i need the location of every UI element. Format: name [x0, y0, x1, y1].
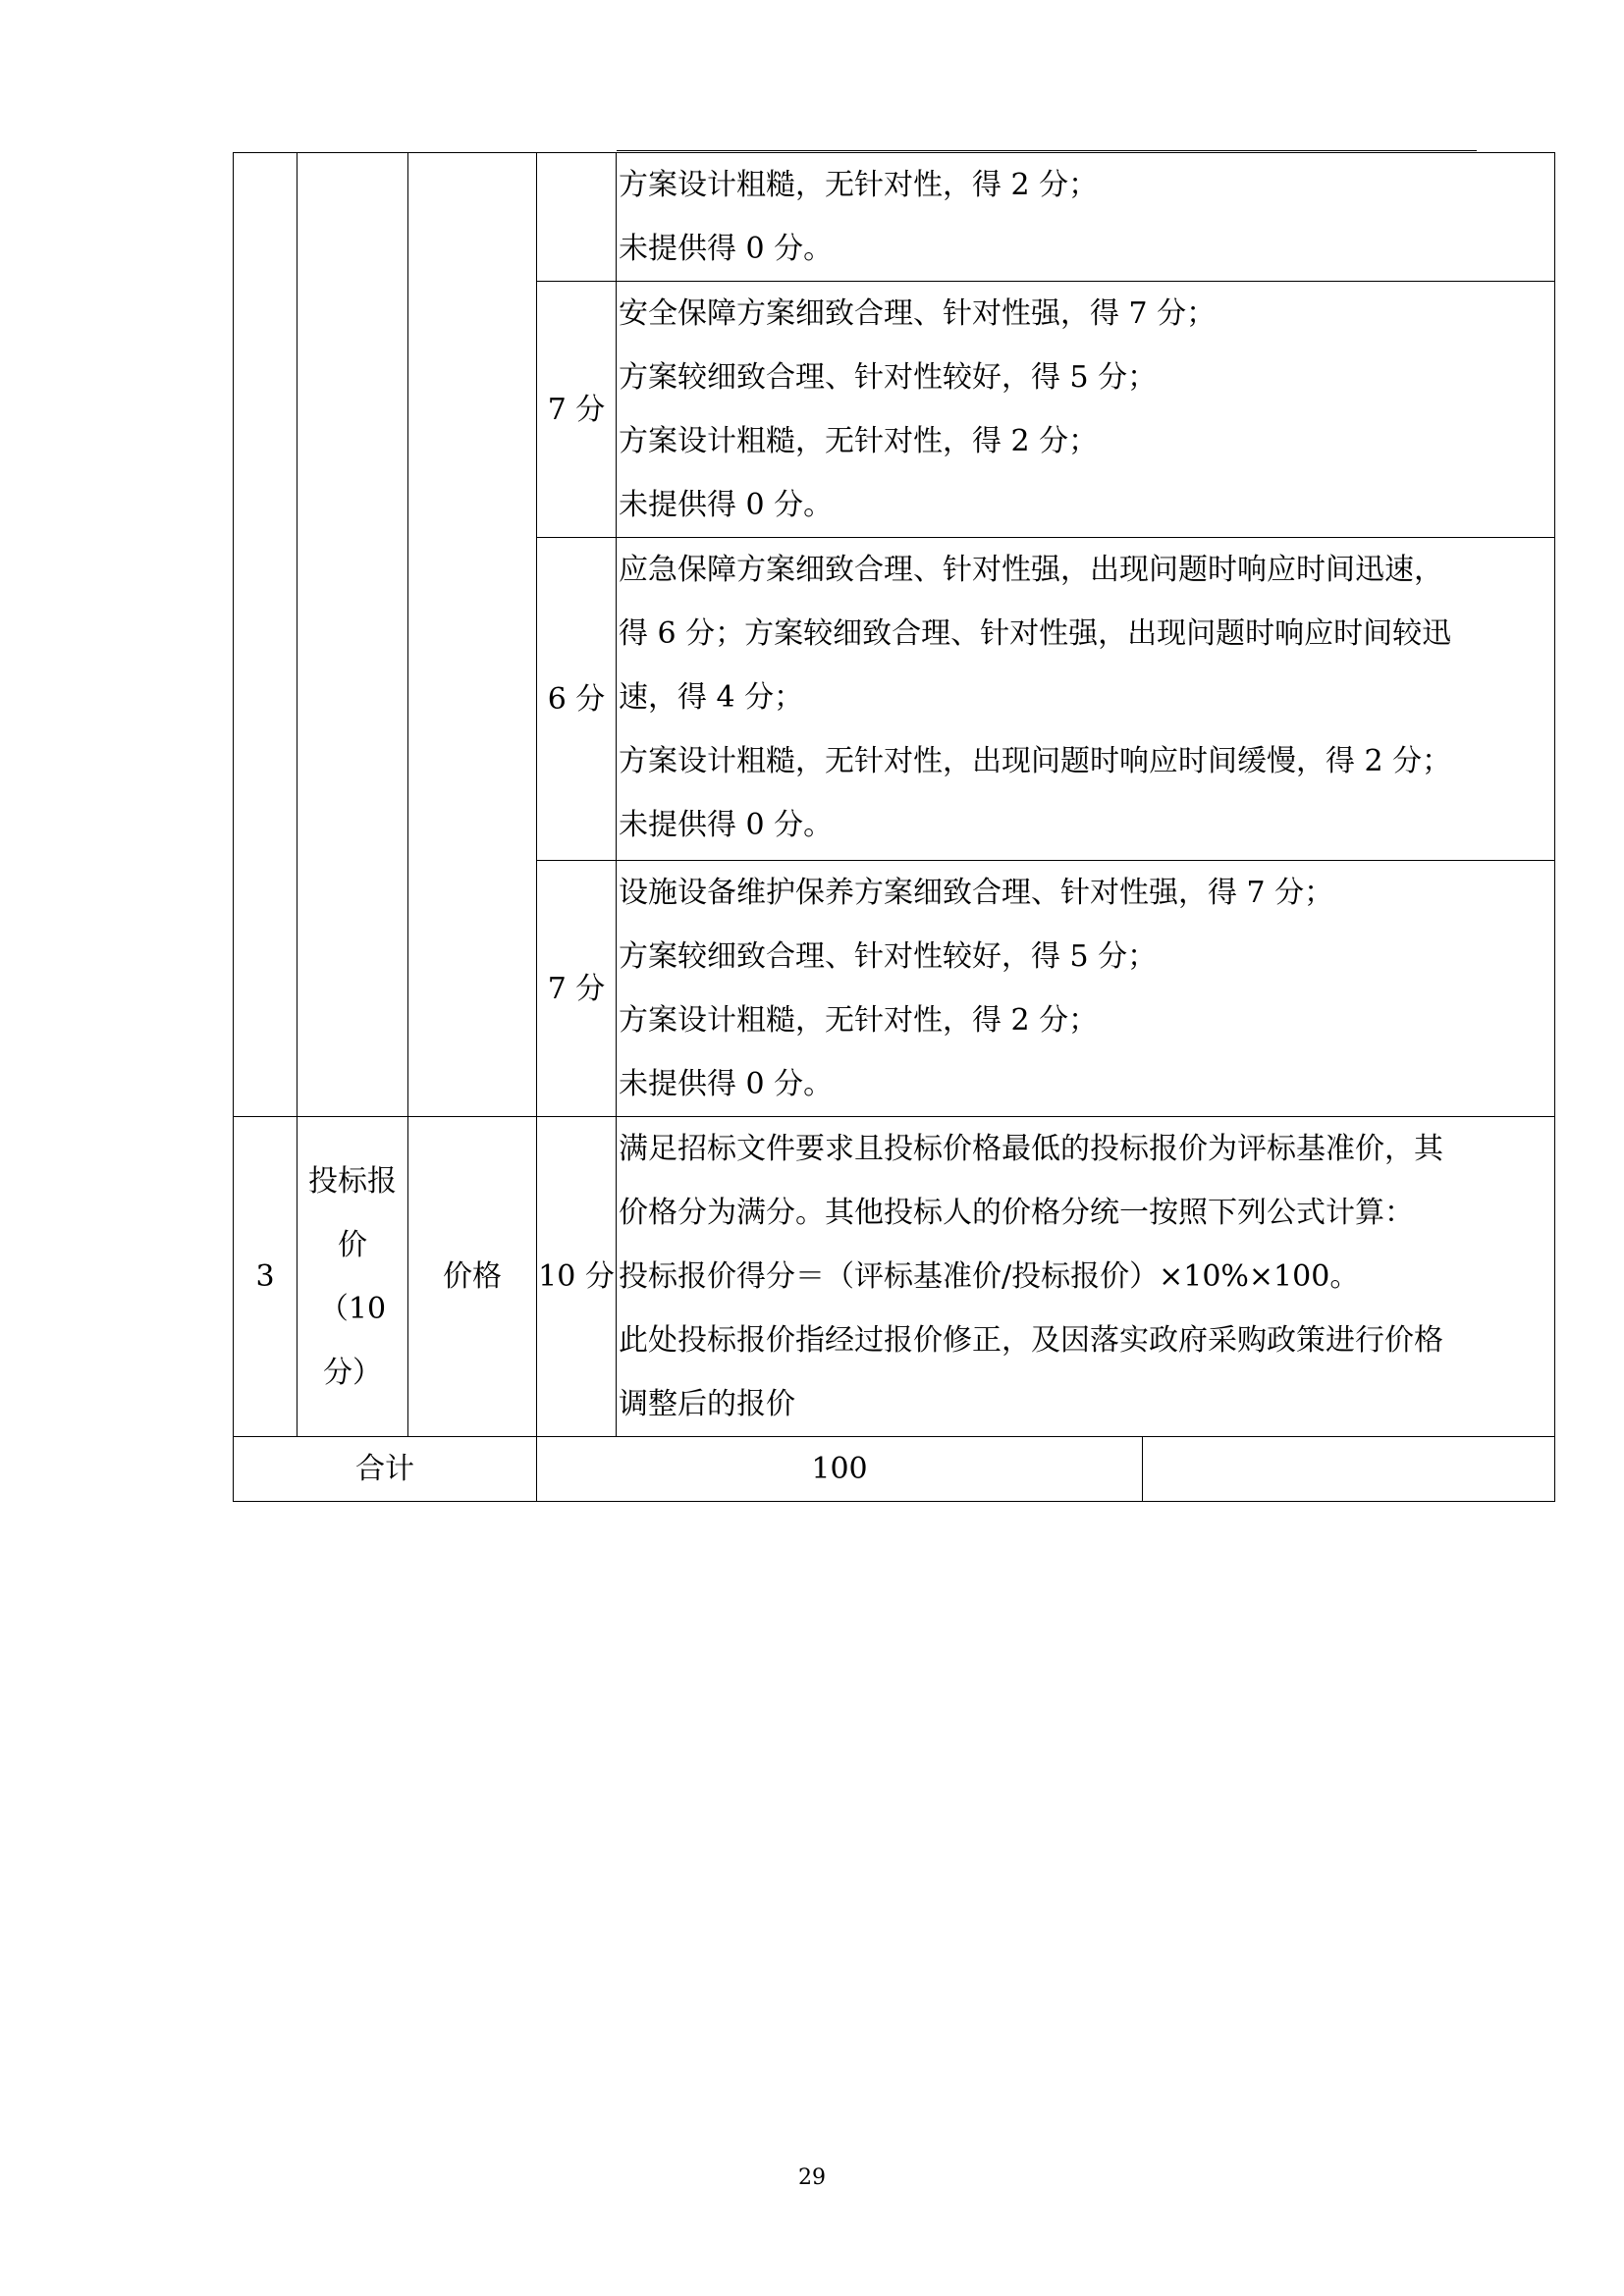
- criteria-line: 得 6 分；方案较细致合理、针对性强，出现问题时响应时间较迅: [619, 616, 1452, 651]
- number-cell: 3: [234, 1117, 298, 1437]
- item-cell: 价格: [408, 1117, 537, 1437]
- top-rule: [617, 150, 1477, 151]
- number-cell-continued: [234, 153, 298, 1117]
- criteria-line: 未提供得 0 分。: [619, 1067, 834, 1101]
- criteria-line: 此处投标报价指经过报价修正，及因落实政府采购政策进行价格: [619, 1323, 1443, 1358]
- score-cell: [537, 153, 617, 282]
- score-cell: 7 分: [537, 861, 617, 1117]
- item-cell-continued: [408, 153, 537, 1117]
- criteria-line: 应急保障方案细致合理、针对性强，出现问题时响应时间迅速，: [619, 553, 1443, 587]
- category-line: 分）: [323, 1355, 382, 1390]
- total-value: 100: [537, 1437, 1143, 1502]
- category-line: （10: [318, 1291, 387, 1326]
- score-cell: 6 分: [537, 538, 617, 861]
- scoring-table: [233, 152, 1555, 1502]
- criteria-cell: [617, 861, 1555, 1117]
- table-row-total: [234, 1437, 1555, 1502]
- table-row: [234, 153, 1555, 282]
- total-label: 合计: [234, 1437, 537, 1502]
- criteria-line: 方案较细致合理、针对性较好，得 5 分；: [619, 939, 1158, 974]
- criteria-line: 未提供得 0 分。: [619, 232, 834, 266]
- score-cell: 10 分: [537, 1117, 617, 1437]
- criteria-line: 方案设计粗糙，无针对性，得 2 分；: [619, 424, 1099, 458]
- criteria-line: 方案设计粗糙，无针对性，得 2 分；: [619, 168, 1099, 202]
- criteria-cell: [617, 153, 1555, 282]
- table-row-price: [234, 1117, 1555, 1437]
- category-line: 价: [338, 1227, 367, 1262]
- criteria-line: 未提供得 0 分。: [619, 808, 834, 842]
- criteria-cell: [617, 282, 1555, 538]
- criteria-line: 安全保障方案细致合理、针对性强，得 7 分；: [619, 296, 1217, 331]
- criteria-line: 投标报价得分＝（评标基准价/投标报价）×10%×100。: [619, 1259, 1360, 1294]
- category-line: 投标报: [308, 1163, 397, 1199]
- total-remark: [1143, 1437, 1555, 1502]
- criteria-line: 调整后的报价: [619, 1387, 795, 1421]
- criteria-line: 速，得 4 分；: [619, 680, 804, 715]
- criteria-cell: [617, 1117, 1555, 1437]
- criteria-line: 价格分为满分。其他投标人的价格分统一按照下列公式计算：: [619, 1196, 1414, 1230]
- criteria-line: 设施设备维护保养方案细致合理、针对性强，得 7 分；: [619, 876, 1334, 910]
- criteria-cell: [617, 538, 1555, 861]
- category-cell: [298, 1117, 408, 1437]
- criteria-line: 方案设计粗糙，无针对性，出现问题时响应时间缓慢，得 2 分；: [619, 744, 1452, 778]
- criteria-line: 方案较细致合理、针对性较好，得 5 分；: [619, 360, 1158, 395]
- score-cell: 7 分: [537, 282, 617, 538]
- criteria-line: 满足招标文件要求且投标价格最低的投标报价为评标基准价，其: [619, 1132, 1443, 1166]
- criteria-line: 未提供得 0 分。: [619, 488, 834, 522]
- page-number: 29: [798, 2165, 826, 2190]
- criteria-line: 方案设计粗糙，无针对性，得 2 分；: [619, 1003, 1099, 1038]
- category-cell-continued: [298, 153, 408, 1117]
